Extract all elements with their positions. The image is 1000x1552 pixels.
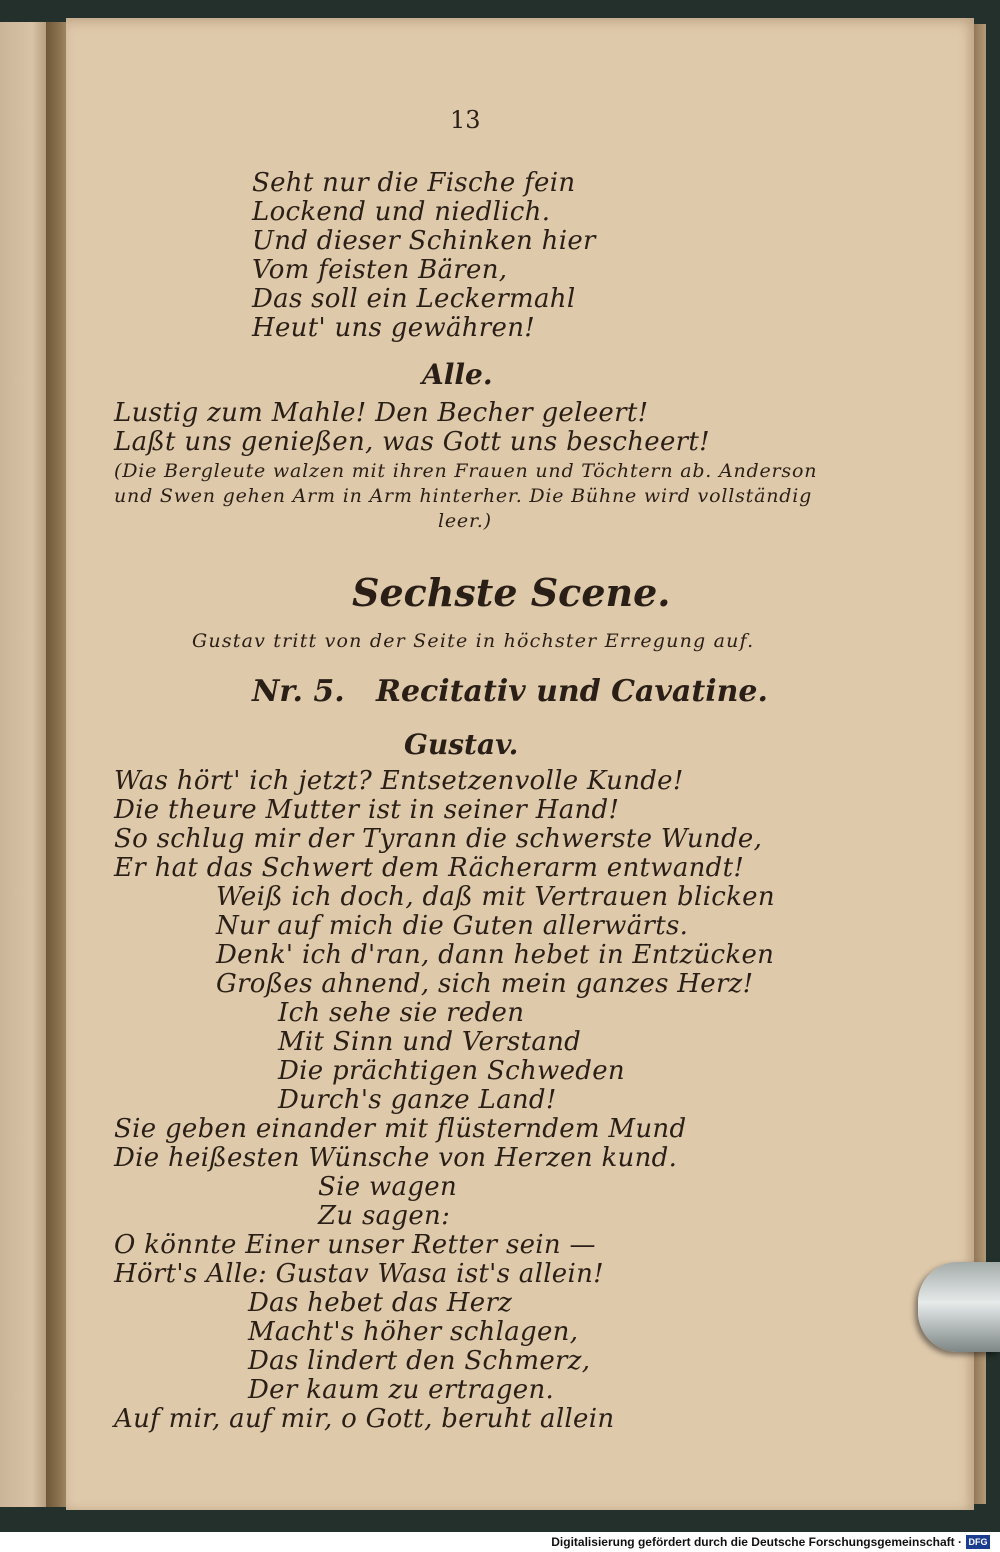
- book-gutter: [46, 22, 68, 1507]
- stage-direction: und Swen gehen Arm in Arm hinterher. Die Bühne wird vollständig: [114, 485, 813, 507]
- verse-line: Denk' ich d'ran, dann hebet in Entzücken: [216, 940, 775, 970]
- verse-line: Die heißesten Wünsche von Herzen kund.: [114, 1143, 678, 1173]
- verse-line: Lustig zum Mahle! Den Becher geleert!: [114, 398, 649, 428]
- verse-line: Nur auf mich die Guten allerwärts.: [216, 911, 689, 941]
- funding-notice: Digitalisierung gefördert durch die Deutsche Forschungsgemeinschaft ·: [551, 1535, 962, 1549]
- speaker-heading: Alle.: [422, 358, 493, 391]
- verse-line: O könnte Einer unser Retter sein —: [114, 1230, 596, 1260]
- verse-line: Das hebet das Herz: [248, 1288, 513, 1318]
- verse-line: Ich sehe sie reden: [278, 998, 525, 1028]
- verse-line: Durch's ganze Land!: [278, 1085, 557, 1115]
- verse-line: Seht nur die Fische fein: [252, 168, 576, 198]
- verse-line: Mit Sinn und Verstand: [278, 1027, 582, 1057]
- verse-line: Weiß ich doch, daß mit Vertrauen blicken: [216, 882, 775, 912]
- dfg-logo-icon: DFG: [966, 1535, 990, 1549]
- scene-title: Sechste Scene.: [352, 570, 671, 615]
- verse-line: Was hört' ich jetzt? Entsetzenvolle Kunde!: [114, 766, 684, 796]
- verse-line: So schlug mir der Tyrann die schwerste Wunde,: [114, 824, 763, 854]
- verse-line: Die prächtigen Schweden: [278, 1056, 625, 1086]
- verse-line: Die theure Mutter ist in seiner Hand!: [114, 795, 620, 825]
- stage-direction: leer.): [438, 510, 492, 532]
- page-number: 13: [450, 106, 481, 134]
- verse-line: Lockend und niedlich.: [252, 197, 551, 227]
- verse-line: Auf mir, auf mir, o Gott, beruht allein: [114, 1404, 615, 1434]
- speaker-heading: Gustav.: [404, 728, 519, 761]
- verse-line: Sie geben einander mit flüsterndem Mund: [114, 1114, 687, 1144]
- verse-line: Das lindert den Schmerz,: [248, 1346, 591, 1376]
- verse-line: Der kaum zu ertragen.: [248, 1375, 555, 1405]
- verse-line: Und dieser Schinken hier: [252, 226, 596, 256]
- verse-line: Hört's Alle: Gustav Wasa ist's allein!: [114, 1259, 604, 1289]
- page-clip: [918, 1262, 1000, 1352]
- book-page: [66, 18, 974, 1510]
- verse-line: Laßt uns genießen, was Gott uns bescheert!: [114, 427, 710, 457]
- verse-line: Zu sagen:: [318, 1201, 451, 1231]
- stage-direction: (Die Bergleute walzen mit ihren Frauen und Töchtern ab. Anderson: [114, 460, 818, 482]
- verse-line: Sie wagen: [318, 1172, 458, 1202]
- left-page-edge: [0, 22, 46, 1507]
- stage-direction: Gustav tritt von der Seite in höchster Erregung auf.: [192, 630, 755, 652]
- verse-line: Das soll ein Leckermahl: [252, 284, 576, 314]
- verse-line: Macht's höher schlagen,: [248, 1317, 579, 1347]
- verse-line: Heut' uns gewähren!: [252, 313, 536, 343]
- number-heading: Nr. 5. Recitativ und Cavatine.: [252, 674, 768, 709]
- verse-line: Er hat das Schwert dem Rächerarm entwandt!: [114, 853, 745, 883]
- verse-line: Vom feisten Bären,: [252, 255, 508, 285]
- verse-line: Großes ahnend, sich mein ganzes Herz!: [216, 969, 754, 999]
